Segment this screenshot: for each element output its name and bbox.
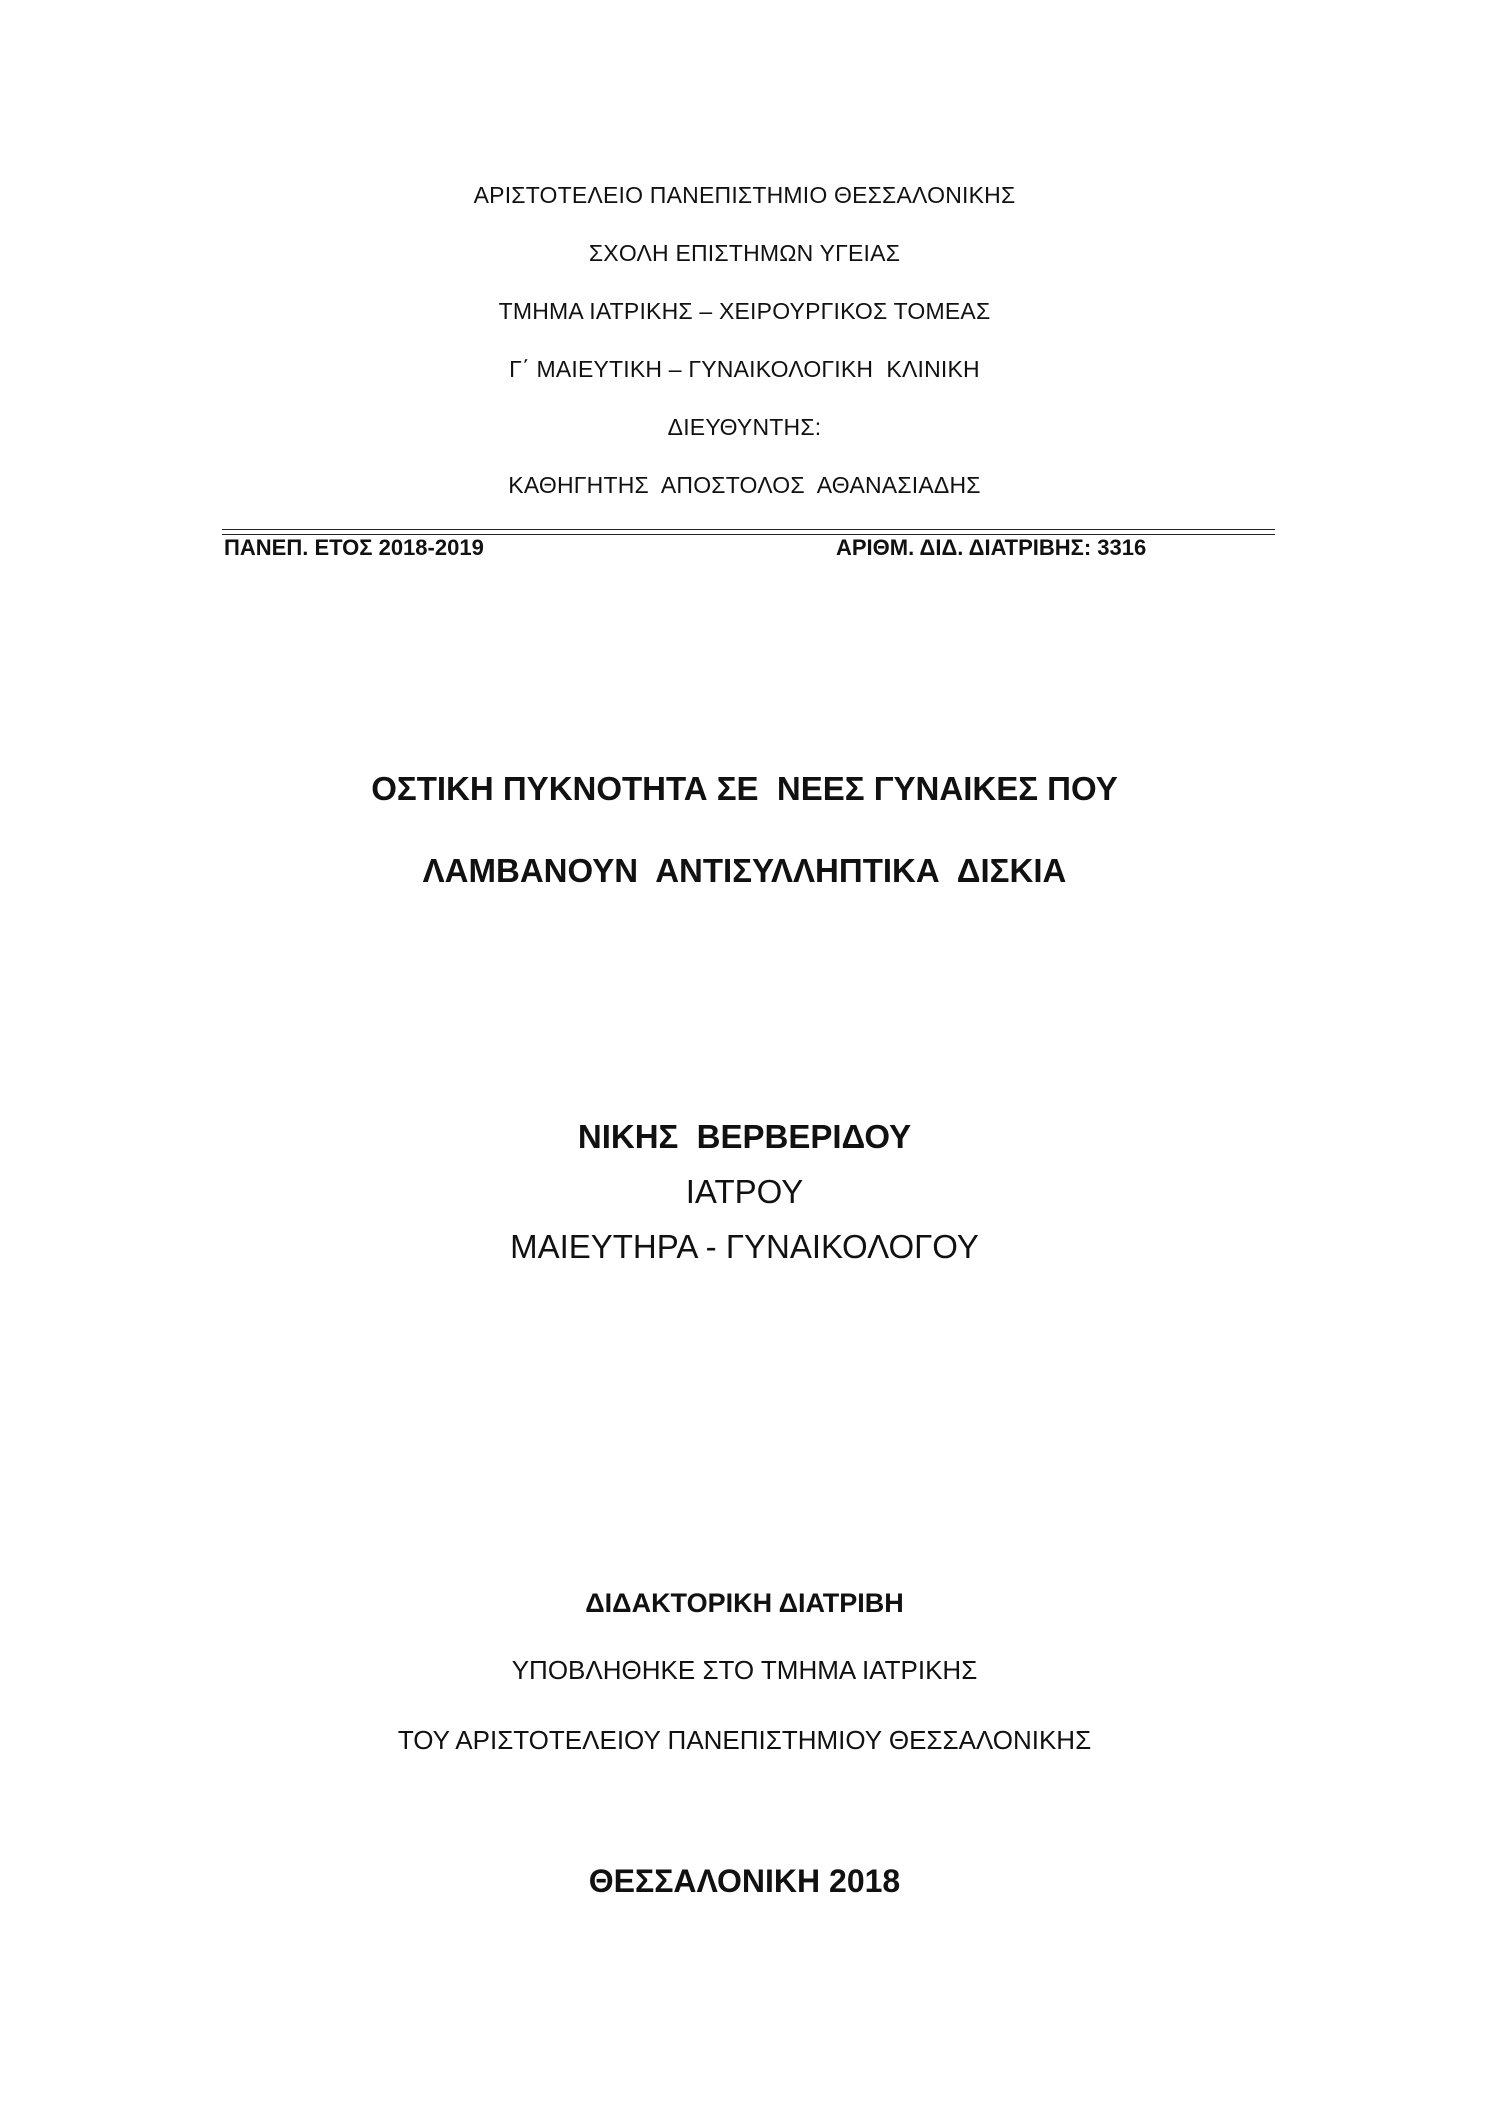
header-divider-top	[222, 529, 1275, 530]
thesis-title-line-2: ΛΑΜΒΑΝΟΥΝ ΑΝΤΙΣΥΛΛΗΠΤΙΚΑ ΔΙΣΚΙΑ	[422, 852, 1067, 889]
clinic-name: Γ΄ ΜΑΙΕΥΤΙΚΗ – ΓΥΝΑΙΚΟΛΟΓΙΚΗ ΚΛΙΝΙΚΗ	[509, 356, 980, 382]
department-name: ΤΜΗΜΑ ΙΑΤΡΙΚΗΣ – ΧΕΙΡΟΥΡΓΙΚΟΣ ΤΟΜΕΑΣ	[498, 298, 991, 324]
author-role: ΙΑΤΡΟΥ	[685, 1173, 804, 1210]
school-name: ΣΧΟΛΗ ΕΠΙΣΤΗΜΩΝ ΥΓΕΙΑΣ	[588, 240, 901, 266]
dissertation-type: ΔΙΔΑΚΤΟΡΙΚΗ ΔΙΑΤΡΙΒΗ	[585, 1588, 904, 1618]
submitted-to-line-2: ΤΟΥ ΑΡΙΣΤΟΤΕΛΕΙΟΥ ΠΑΝΕΠΙΣΤΗΜΙΟΥ ΘΕΣΣΑΛΟΝΙΚΗΣ	[397, 1725, 1092, 1755]
dissertation-number: ΑΡΙΘΜ. ΔΙΔ. ΔΙΑΤΡΙΒΗΣ: 3316	[836, 535, 1147, 560]
submitted-to-line-1: ΥΠΟΒΛΗΘΗΚΕ ΣΤΟ ΤΜΗΜΑ ΙΑΤΡΙΚΗΣ	[511, 1655, 978, 1685]
author-specialty: ΜΑΙΕΥΤΗΡΑ - ΓΥΝΑΙΚΟΛΟΓΟΥ	[510, 1228, 979, 1265]
director-label: ΔΙΕΥΘΥΝΤΗΣ:	[667, 414, 822, 440]
thesis-title-line-1: ΟΣΤΙΚΗ ΠΥΚΝΟΤΗΤΑ ΣΕ ΝΕΕΣ ΓΥΝΑΙΚΕΣ ΠΟΥ	[371, 770, 1118, 807]
academic-year: ΠΑΝΕΠ. ΕΤΟΣ 2018-2019	[224, 535, 484, 560]
university-name: ΑΡΙΣΤΟΤΕΛΕΙΟ ΠΑΝΕΠΙΣΤΗΜΙΟ ΘΕΣΣΑΛΟΝΙΚΗΣ	[473, 182, 1016, 208]
place-and-year: ΘΕΣΣΑΛΟΝΙΚΗ 2018	[588, 1863, 901, 1899]
author-name: ΝΙΚΗΣ ΒΕΡΒΕΡΙΔΟΥ	[577, 1118, 912, 1155]
director-name: ΚΑΘΗΓΗΤΗΣ ΑΠΟΣΤΟΛΟΣ ΑΘΑΝΑΣΙΑΔΗΣ	[508, 472, 981, 498]
